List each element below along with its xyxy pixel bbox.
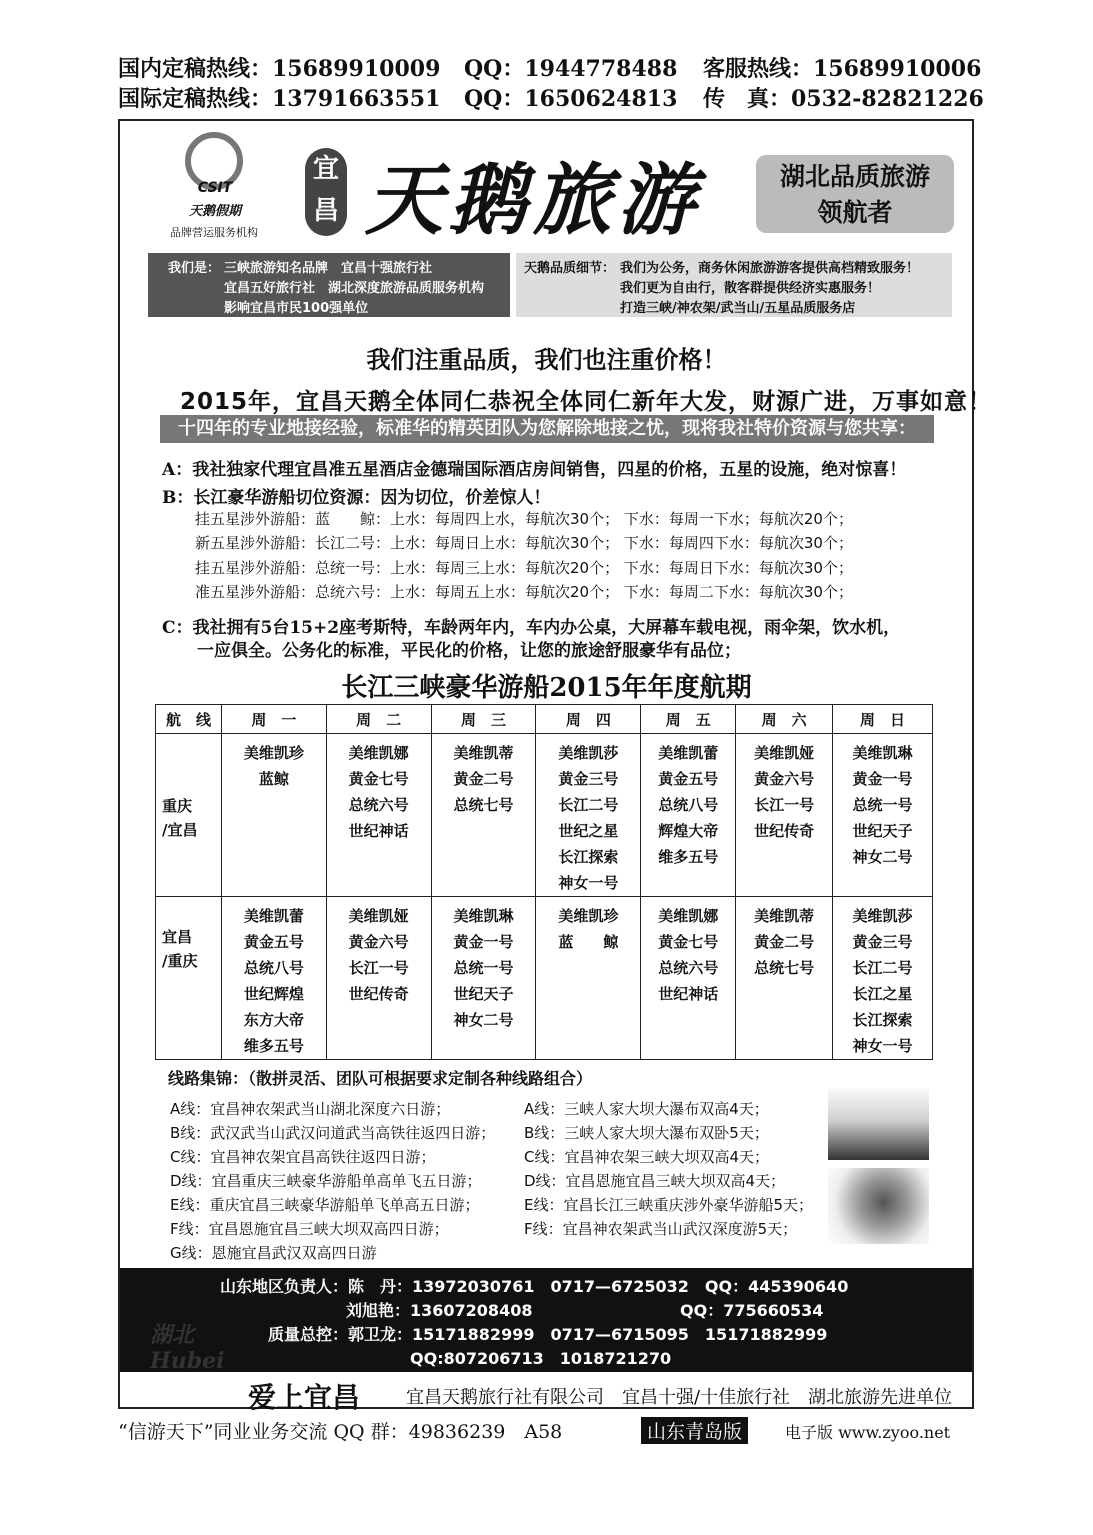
day-cell xyxy=(536,734,641,897)
ship-name: 蓝 鲸 xyxy=(558,933,619,951)
ship-name: 美维凯蒂 xyxy=(453,744,514,762)
ship-name: 世纪传奇 xyxy=(348,985,409,1003)
ship-name: 黄金六号 xyxy=(754,770,815,788)
route-item: C线：宜昌神农架三峡大坝双高4天； xyxy=(524,1148,770,1166)
we-are-line-3: 影响宜昌市民100强单位 xyxy=(224,301,369,316)
contact-line-1: 山东地区负责人：陈 丹：13972030761 0717—6725032 QQ：445390640 xyxy=(220,1277,849,1296)
love-yichang: 爱上宜昌 xyxy=(248,1381,361,1414)
hubei-logo-cn: 湖北 xyxy=(150,1322,195,1348)
schedule-row xyxy=(156,734,933,897)
offer-c-line-1: C：我社拥有5台15+2座考斯特，车龄两年内，车内办公桌，大屏幕车载电视，雨伞架，饮水机， xyxy=(162,618,901,638)
edition-badge: 山东青岛版 xyxy=(641,1417,748,1444)
banner: 十四年的专业地接经验，标准华的精英团队为您解除地接之忧，现将我社特价资源与您共享： xyxy=(160,415,934,443)
ship-name: 美维凯蕾 xyxy=(243,907,304,925)
ship-name: 美维凯蕾 xyxy=(658,744,719,762)
ship-line: 挂五星涉外游船：总统一号：上水：每周三上水：每航次20个； 下水：每周日下水：每航次30个； xyxy=(195,559,853,577)
ship-line: 挂五星涉外游船：蓝 鲸：上水：每周四上水，每航次30个； 下水：每周一下水；每航次20个； xyxy=(195,510,853,528)
ship-name: 黄金七号 xyxy=(348,770,409,788)
route-bottom: /重庆 xyxy=(162,952,198,970)
contact-line-4: QQ:807206713 1018721270 xyxy=(410,1349,672,1368)
day-cell xyxy=(833,897,933,1060)
route-item: F线：宜昌神农架武当山武汉深度游5天； xyxy=(524,1220,798,1238)
headline: 我们注重品质，我们也注重价格！ xyxy=(366,345,727,374)
ship-name: 神女一号 xyxy=(558,874,619,892)
ship-name: 世纪天子 xyxy=(453,985,514,1003)
ship-name: 长江一号 xyxy=(754,796,815,814)
ship-name: 黄金三号 xyxy=(852,933,913,951)
ship-name: 神女二号 xyxy=(453,1011,514,1029)
route-item: A线：宜昌神农架武当山湖北深度六日游； xyxy=(170,1100,451,1118)
gorge-photo xyxy=(828,1088,929,1160)
brand-city-top: 宜 xyxy=(312,154,339,184)
slogan-line-1: 湖北品质旅游 xyxy=(779,162,930,191)
ship-name: 辉煌大帝 xyxy=(658,822,719,840)
website: 电子版 www.zyoo.net xyxy=(785,1423,951,1442)
route-item: B线：武汉武当山武汉问道武当高铁往返四日游； xyxy=(170,1124,496,1142)
route-top: 宜昌 xyxy=(162,928,193,946)
schedule-row xyxy=(156,897,933,1060)
ship-name: 美维凯蒂 xyxy=(754,907,815,925)
logo-csit: CSIT xyxy=(197,180,233,196)
day-cell xyxy=(431,897,536,1060)
ship-name: 总统八号 xyxy=(658,796,719,814)
route-item: E线：宜昌长江三峡重庆涉外豪华游船5天； xyxy=(524,1196,814,1214)
quality-line-2: 我们更为自由行，散客群提供经济实惠服务！ xyxy=(620,281,881,296)
ship-name: 美维凯莎 xyxy=(558,744,619,762)
ship-name: 黄金一号 xyxy=(453,933,514,951)
ship-name: 美维凯娜 xyxy=(658,907,719,925)
ship-name: 总统八号 xyxy=(243,959,304,977)
quality-line-1: 我们为公务，商务休闲旅游游客提供高档精致服务！ xyxy=(620,261,920,276)
logo-name: 天鹅假期 xyxy=(188,204,241,219)
ship-name: 世纪天子 xyxy=(852,822,913,840)
ship-name: 美维凯珍 xyxy=(558,907,619,925)
schedule-title: 长江三峡豪华游船2015年年度航期 xyxy=(341,673,752,703)
day-cell xyxy=(221,734,326,897)
ship-name: 美维凯珍 xyxy=(243,744,304,762)
day-cell xyxy=(221,897,326,1060)
ship-name: 世纪辉煌 xyxy=(243,985,304,1003)
ship-name: 世纪神话 xyxy=(658,985,719,1003)
ship-name: 长江二号 xyxy=(852,959,913,977)
ship-name: 总统一号 xyxy=(852,796,913,814)
ship-name: 美维凯娜 xyxy=(348,744,409,762)
ship-line: 新五星涉外游船：长江二号：上水：每周日上水：每航次30个； 下水：每周四下水：每航次30个； xyxy=(195,534,853,552)
ship-name: 黄金六号 xyxy=(348,933,409,951)
ship-name: 维多五号 xyxy=(658,848,719,866)
ship-name: 长江一号 xyxy=(348,959,409,977)
route-item: E线：重庆宜昌三峡豪华游船单飞单高五日游； xyxy=(170,1196,480,1214)
route-cell xyxy=(156,734,222,897)
ship-name: 东方大帝 xyxy=(243,1011,304,1029)
brand-city xyxy=(305,148,347,236)
brand-city-bottom: 昌 xyxy=(312,196,339,226)
ship-name: 维多五号 xyxy=(243,1037,304,1055)
domestic-qq: QQ：1944778488 xyxy=(464,56,678,82)
ship-name: 美维凯娅 xyxy=(754,744,815,762)
ship-name: 世纪神话 xyxy=(348,822,409,840)
col-header: 周 二 xyxy=(326,705,431,734)
col-header: 周 日 xyxy=(833,705,933,734)
day-cell xyxy=(326,897,431,1060)
day-cell xyxy=(431,734,536,897)
ship-name: 长江二号 xyxy=(558,796,619,814)
schedule-header-row xyxy=(156,705,933,734)
logo-subtitle: 品牌营运服务机构 xyxy=(170,226,258,239)
ship-name: 神女二号 xyxy=(852,848,913,866)
day-cell xyxy=(326,734,431,897)
service-hotline: 客服热线：15689910006 xyxy=(703,56,982,82)
ship-name: 美维凯莎 xyxy=(852,907,913,925)
route-item: D线：宜昌重庆三峡豪华游船单高单飞五日游； xyxy=(170,1172,482,1190)
day-cell xyxy=(536,897,641,1060)
contact-line-2: 刘旭艳：13607208408 xyxy=(346,1301,533,1320)
ship-name: 黄金七号 xyxy=(658,933,719,951)
ship-name: 黄金二号 xyxy=(754,933,815,951)
route-top: 重庆 xyxy=(162,797,193,815)
route-cell xyxy=(156,897,222,1060)
quality-box xyxy=(516,253,952,317)
mountain-photo xyxy=(828,1168,929,1244)
route-item: A线：三峡人家大坝大瀑布双高4天； xyxy=(524,1100,769,1118)
offer-a: A：我社独家代理宜昌准五星酒店金德瑞国际酒店房间销售，四星的价格，五星的设施，绝对惊喜！ xyxy=(162,460,907,480)
intl-hotline: 国际定稿热线：13791663551 xyxy=(118,86,441,112)
ship-name: 总统一号 xyxy=(453,959,514,977)
ship-name: 黄金二号 xyxy=(453,770,514,788)
slogan-line-2: 领航者 xyxy=(817,198,893,227)
we-are-line-1: 三峡旅游知名品牌 宜昌十强旅行社 xyxy=(224,261,433,276)
footer-orgs: 宜昌天鹅旅行社有限公司 宜昌十强/十佳旅行社 湖北旅游先进单位 xyxy=(406,1387,953,1408)
qq-group-line: “信游天下”同业业务交流 QQ 群：49836239 A58 xyxy=(118,1421,563,1443)
hubei-logo xyxy=(150,1322,232,1402)
ship-name: 总统七号 xyxy=(453,796,514,814)
offer-c-line-2: 一应俱全。公务化的标准，平民化的价格，让您的旅途舒服豪华有品位； xyxy=(197,641,741,661)
col-header: 周 四 xyxy=(536,705,641,734)
col-header: 周 六 xyxy=(736,705,833,734)
route-item: C线：宜昌神农架宜昌高铁往返四日游； xyxy=(170,1148,436,1166)
ship-name: 蓝鲸 xyxy=(258,770,289,788)
col-header: 周 五 xyxy=(641,705,736,734)
ship-name: 神女一号 xyxy=(852,1037,913,1055)
new-year-greeting: 2015年，宜昌天鹅全体同仁恭祝全体同仁新年大发，财源广进，万事如意！ xyxy=(180,389,993,415)
ship-name: 黄金五号 xyxy=(243,933,304,951)
ship-name: 美维凯琳 xyxy=(852,744,913,762)
header-line-2 xyxy=(118,82,984,113)
ship-name: 美维凯琳 xyxy=(453,907,514,925)
ship-name: 总统六号 xyxy=(658,959,719,977)
col-header: 周 三 xyxy=(431,705,536,734)
ship-name: 黄金三号 xyxy=(558,770,619,788)
header-line-1 xyxy=(118,52,981,83)
day-cell xyxy=(833,734,933,897)
day-cell xyxy=(641,734,736,897)
intl-qq: QQ：1650624813 xyxy=(464,86,678,112)
day-cell xyxy=(736,897,833,1060)
contact-line-3: 质量总控：郭卫龙：15171882999 0717—6715095 15171882999 xyxy=(268,1325,828,1344)
ship-name: 长江探索 xyxy=(852,1011,913,1029)
contact-footer xyxy=(120,1268,972,1372)
route-item: G线：恩施宜昌武汉双高四日游 xyxy=(170,1244,377,1262)
ship-name: 长江探索 xyxy=(558,848,619,866)
ship-name: 长江之星 xyxy=(852,985,913,1003)
domestic-hotline: 国内定稿热线：15689910009 xyxy=(118,56,441,82)
contact-line-2-qq: QQ：775660534 xyxy=(680,1301,824,1320)
hubei-logo-en: Hubei xyxy=(150,1348,225,1374)
fax: 传 真：0532-82821226 xyxy=(703,86,984,112)
routes-title: 线路集锦：（散拼灵活、团队可根据要求定制各种线路组合） xyxy=(168,1069,593,1088)
route-item: F线：宜昌恩施宜昌三峡大坝双高四日游； xyxy=(170,1220,449,1238)
we-are-label: 我们是： xyxy=(168,261,221,276)
ship-name: 美维凯娅 xyxy=(348,907,409,925)
day-cell xyxy=(641,897,736,1060)
route-item: B线：三峡人家大坝大瀑布双卧5天； xyxy=(524,1124,769,1142)
we-are-box xyxy=(148,253,510,317)
ship-line: 准五星涉外游船：总统六号：上水：每周五上水：每航次20个； 下水：每周二下水：每航次30个； xyxy=(195,583,853,601)
quality-line-3: 打造三峡/神农架/武当山/五星品质服务店 xyxy=(620,301,856,316)
day-cell xyxy=(736,734,833,897)
offer-b: B：长江豪华游船切位资源：因为切位，价差惊人！ xyxy=(162,488,551,508)
route-bottom: /宜昌 xyxy=(162,821,198,839)
quality-label: 天鹅品质细节： xyxy=(524,261,616,276)
slogan-box xyxy=(756,155,954,233)
col-header: 航 线 xyxy=(156,705,222,734)
we-are-line-2: 宜昌五好旅行社 湖北深度旅游品质服务机构 xyxy=(224,281,485,296)
route-item: D线：宜昌恩施宜昌三峡大坝双高4天； xyxy=(524,1172,786,1190)
ship-name: 黄金五号 xyxy=(658,770,719,788)
ship-name: 世纪传奇 xyxy=(754,822,815,840)
ship-name: 黄金一号 xyxy=(852,770,913,788)
ship-name: 世纪之星 xyxy=(558,822,619,840)
brand-name: 天鹅旅游 xyxy=(365,155,702,246)
col-header: 周 一 xyxy=(221,705,326,734)
ship-name: 总统六号 xyxy=(348,796,409,814)
ship-name: 总统七号 xyxy=(754,959,815,977)
schedule-table xyxy=(155,704,933,1060)
